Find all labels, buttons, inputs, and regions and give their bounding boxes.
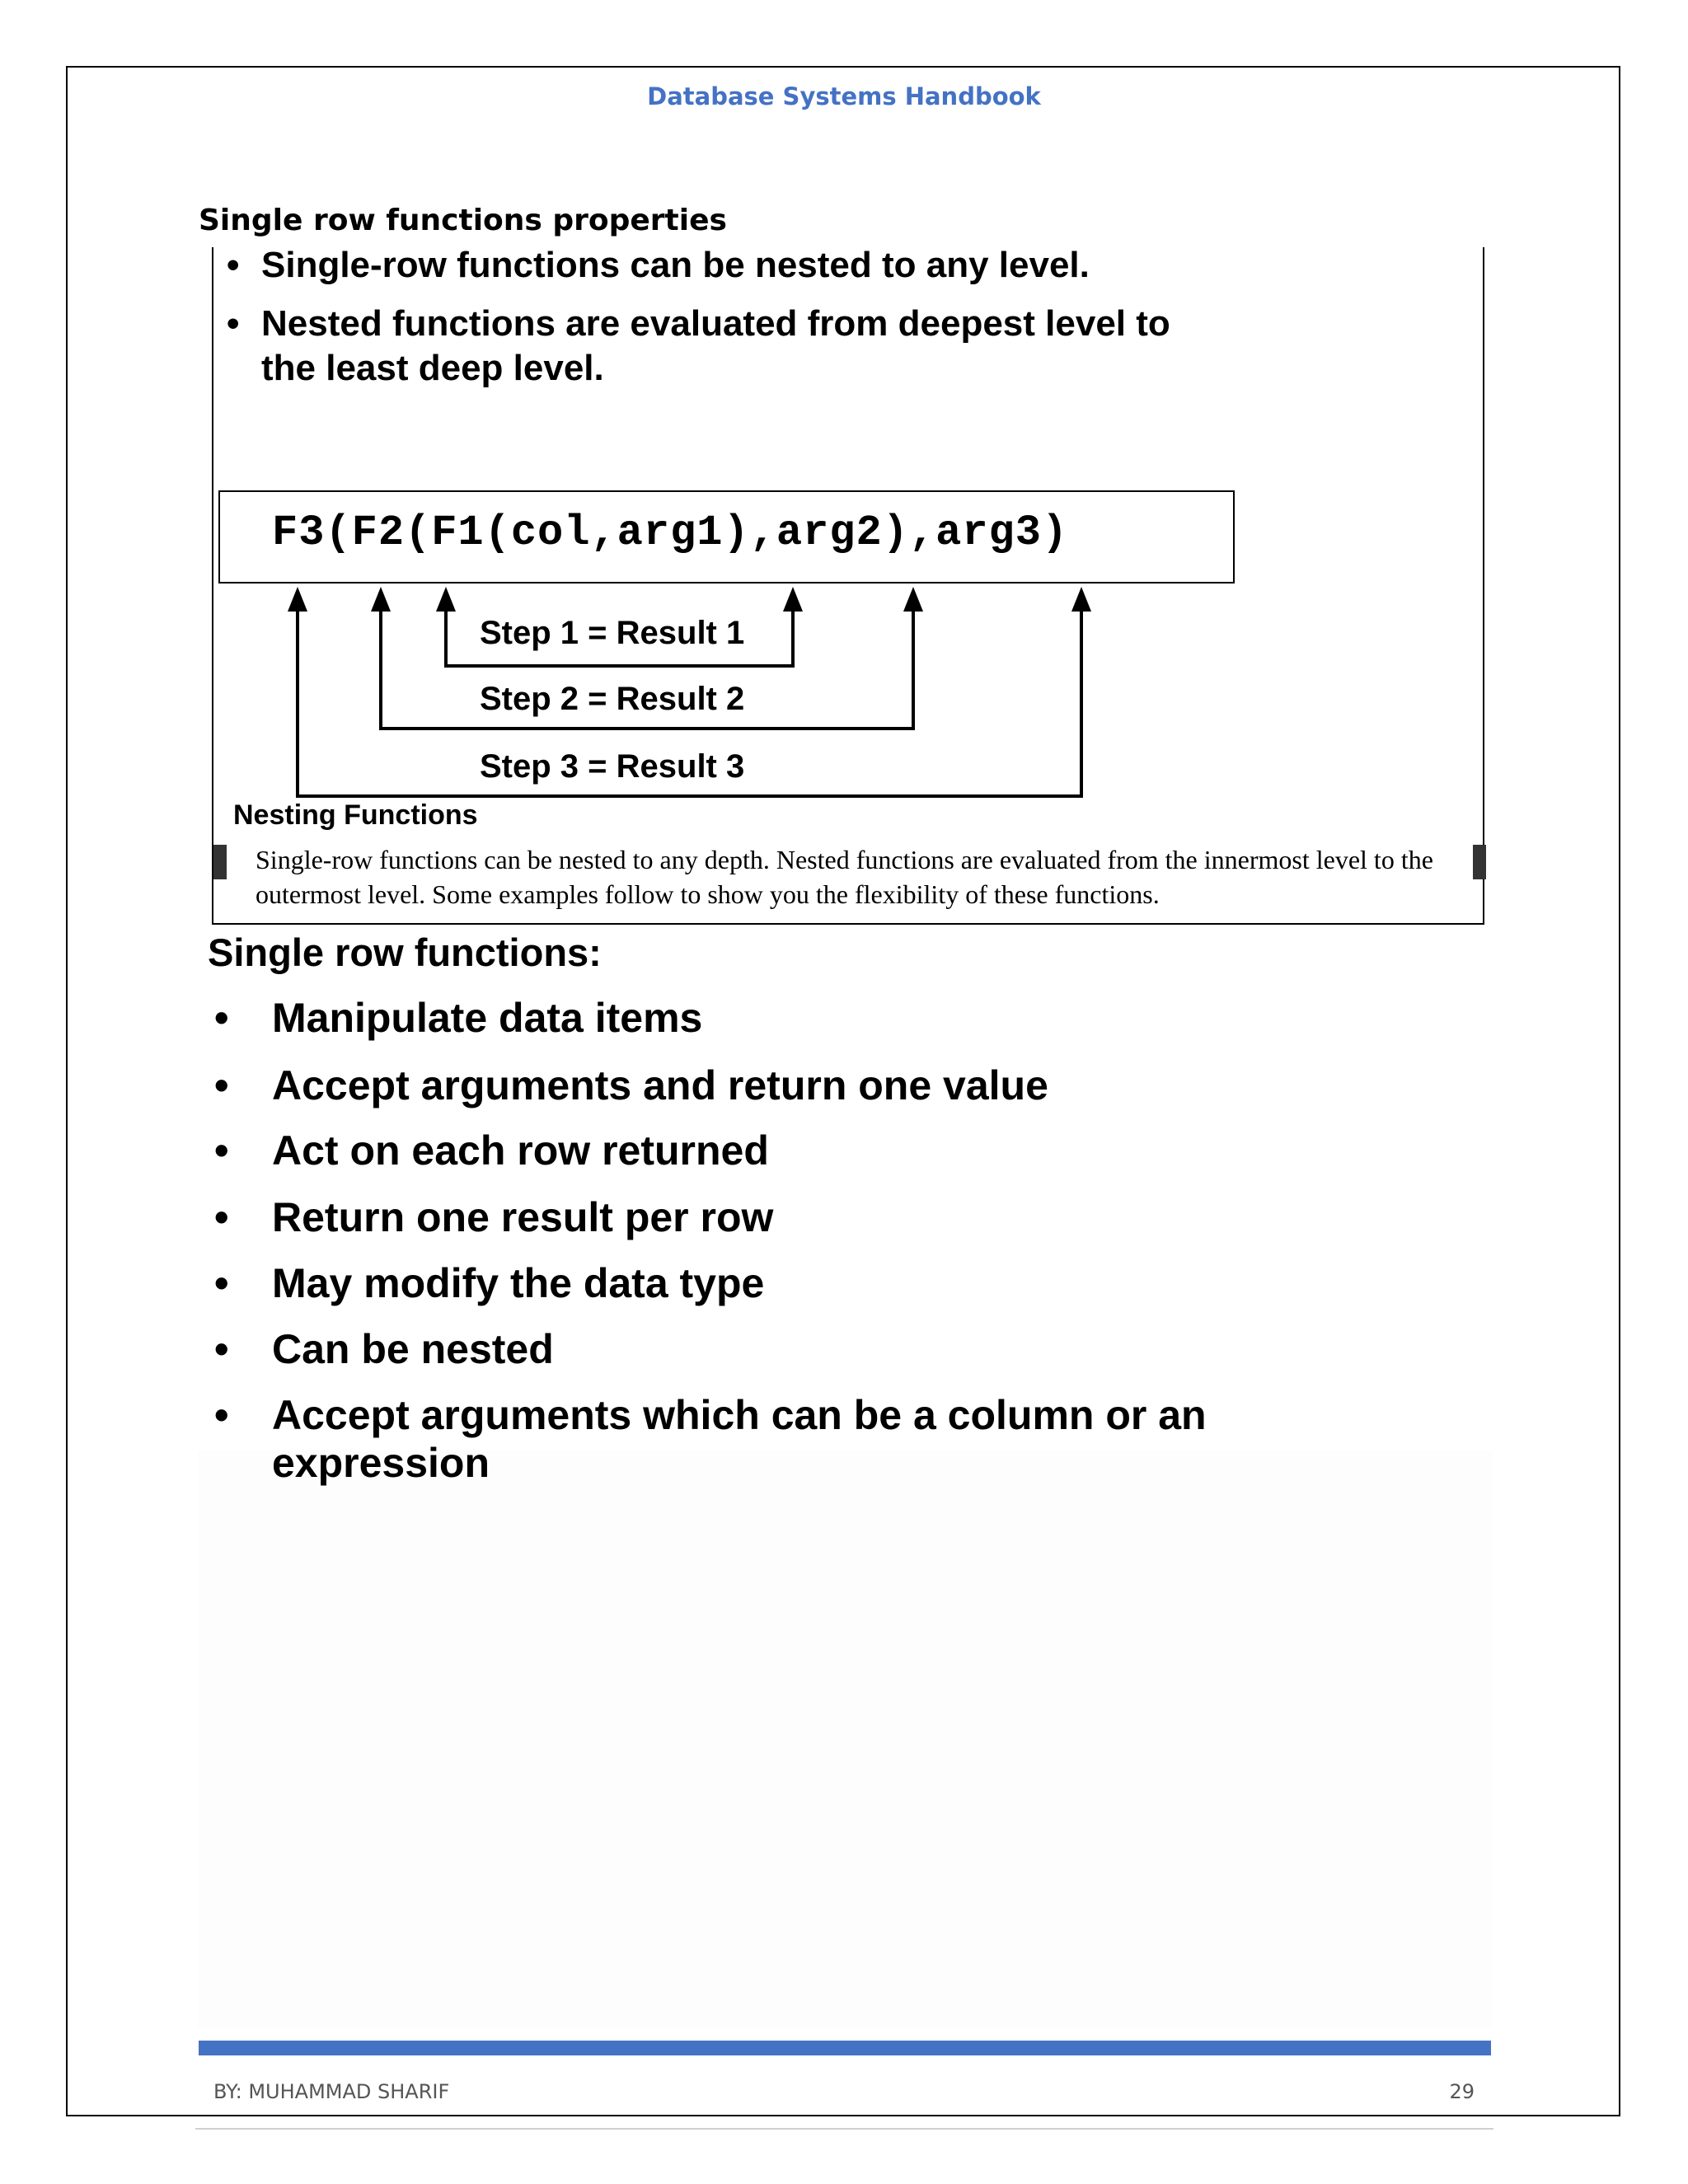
footer-rule xyxy=(199,2041,1491,2055)
list-item xyxy=(208,1325,1426,1373)
header-title: Database Systems Handbook xyxy=(647,82,1041,110)
list-item xyxy=(208,1127,1426,1174)
step-1-label: Step 1 = Result 1 xyxy=(480,615,745,651)
list-item-text: May modify the data type xyxy=(272,1260,765,1306)
list-item-text: Manipulate data items xyxy=(272,995,703,1041)
margin-marker xyxy=(213,845,227,879)
footer-author: BY: MUHAMMAD SHARIF xyxy=(213,2080,450,2103)
nested-formula: F3(F2(F1(col,arg1),arg2),arg3) xyxy=(272,509,1069,557)
arrowhead-icon xyxy=(288,587,307,612)
list-item-text: Return one result per row xyxy=(272,1194,774,1240)
section-heading: Single row functions properties xyxy=(199,204,727,237)
step-2-label: Step 2 = Result 2 xyxy=(480,681,745,717)
bullet-icon: • xyxy=(214,1127,229,1174)
bullet-icon: • xyxy=(214,995,229,1041)
image-background xyxy=(198,1451,1492,2027)
page-number: 29 xyxy=(1449,2080,1475,2103)
bullet-icon: • xyxy=(214,1392,229,1438)
list-item xyxy=(208,1259,1426,1307)
list-item-text: Can be nested xyxy=(272,1326,554,1372)
bullet-icon: • xyxy=(214,1260,229,1306)
bullet-icon: • xyxy=(214,1194,229,1240)
bullet-icon: • xyxy=(227,245,240,285)
arrowhead-icon xyxy=(1071,587,1091,612)
arrowhead-icon xyxy=(903,587,923,612)
arrowhead-icon xyxy=(371,587,391,612)
list-item xyxy=(208,994,1426,1042)
list-item xyxy=(208,1062,1426,1109)
figure-bullet-text: Nested functions are evaluated from deepest level to the least deep level. xyxy=(261,303,1170,388)
nesting-arrows-diagram xyxy=(0,0,1688,824)
bullet-icon: • xyxy=(227,303,240,344)
arrowhead-icon xyxy=(783,587,803,612)
bullet-icon: • xyxy=(214,1326,229,1372)
list-item xyxy=(208,1193,1426,1241)
list-item xyxy=(208,1391,1376,1487)
bullet-icon: • xyxy=(214,1062,229,1108)
list-item-text: Accept arguments which can be a column or an expression xyxy=(272,1392,1207,1486)
list-item-text: Accept arguments and return one value xyxy=(272,1062,1048,1108)
figure-paragraph: Single-row functions can be nested to any depth. Nested functions are evaluated from the innermost level to the outermost level. Some examples follow to show you the flexibility of these functions. xyxy=(256,845,1433,909)
list-item-text: Act on each row returned xyxy=(272,1127,769,1174)
figure-bullet-text: Single-row functions can be nested to any level. xyxy=(261,245,1090,285)
arrowhead-icon xyxy=(436,587,456,612)
bottom-divider xyxy=(195,2128,1493,2130)
single-row-functions-heading: Single row functions: xyxy=(208,930,602,974)
figure-caption: Nesting Functions xyxy=(233,799,478,831)
step-3-label: Step 3 = Result 3 xyxy=(480,748,745,785)
